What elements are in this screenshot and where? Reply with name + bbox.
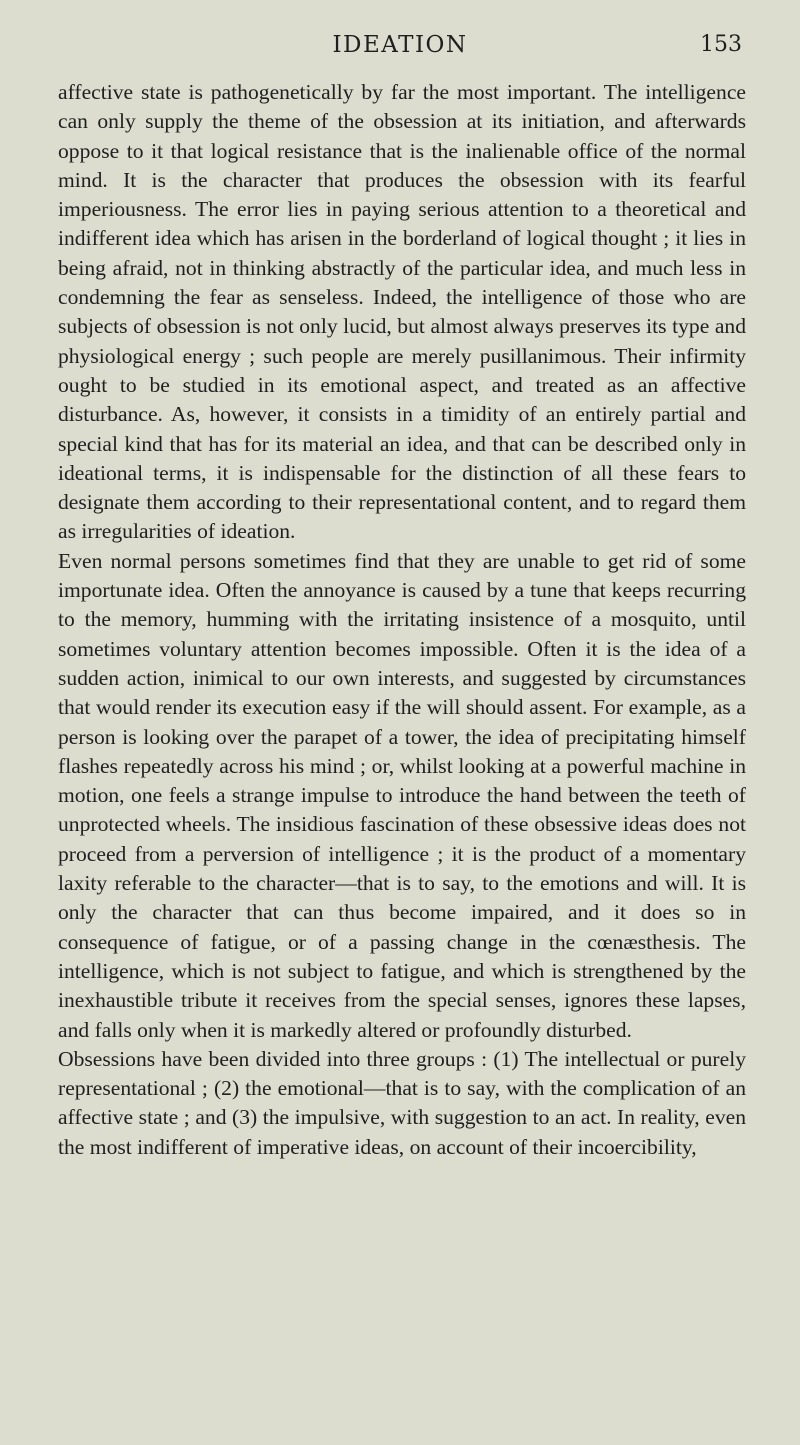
body-text [58,78,746,1162]
page-number: 153 [700,32,742,57]
paragraph-continued: affective state is pathogenetically by far the most important. The intelligence can only supply the theme of the obsession at its initiation, and afterwards oppose to it that logical resistance that is the inalienable office of the normal mind. It is the character that produces the obsession with its fearful imperiousness. The error lies in paying serious attention to a theoretical and indifferent idea which has arisen in the borderland of logical thought ; it lies in being afraid, not in thinking abstractly of the particular idea, and much less in condemning the fear as senseless. Indeed, the intelligence of those who are subjects of obsession is not only lucid, but almost always preserves its type and physiological energy ; such people are merely pusillanimous. Their infirmity ought to be studied in its emotional aspect, and treated as an affective disturbance. As, however, it consists in a timidity of an entirely partial and special kind that has for its material an idea, and that can be described only in ideational terms, it is indispensable for the distinction of all these fears to designate them according to their representational content, and to regard them as irregularities of ideation. [58,80,746,544]
running-title: IDEATION [332,32,468,58]
running-header [0,28,800,68]
paragraph-obsessions-groups: Obsessions have been divided into three groups : (1) The intellectual or purely representational ; (2) the emotional—that is to say, with the complication of an affective state ; and (3) the impulsive, with suggestion to an act. In reality, even the most indifferent of imperative ideas, on account of their incoercibility, [58,1046,746,1159]
paragraph-normal-persons: Even normal persons sometimes find that they are unable to get rid of some importunate idea. Often the annoyance is caused by a tune that keeps recurring to the memory, humming with the irritating insistence of a mosquito, until sometimes voluntary attention becomes impossible. Often it is the idea of a sudden action, inimical to our own interests, and suggested by circumstances that would render its execution easy if the will should assent. For example, as a person is looking over the parapet of a tower, the idea of precipitating himself flashes repeatedly across his mind ; or, whilst looking at a powerful machine in motion, one feels a strange impulse to introduce the hand between the teeth of unprotected wheels. The insidious fascination of these obsessive ideas does not proceed from a perversion of intelligence ; it is the product of a momentary laxity referable to the character—that is to say, to the emotions and will. It is only the character that can thus become impaired, and it does so in consequence of fatigue, or of a passing change in the cœnæsthesis. The intelligence, which is not subject to fatigue, and which is strengthened by the inexhaustible tribute it receives from the special senses, ignores these lapses, and falls only when it is markedly altered or profoundly disturbed. [58,548,746,1042]
